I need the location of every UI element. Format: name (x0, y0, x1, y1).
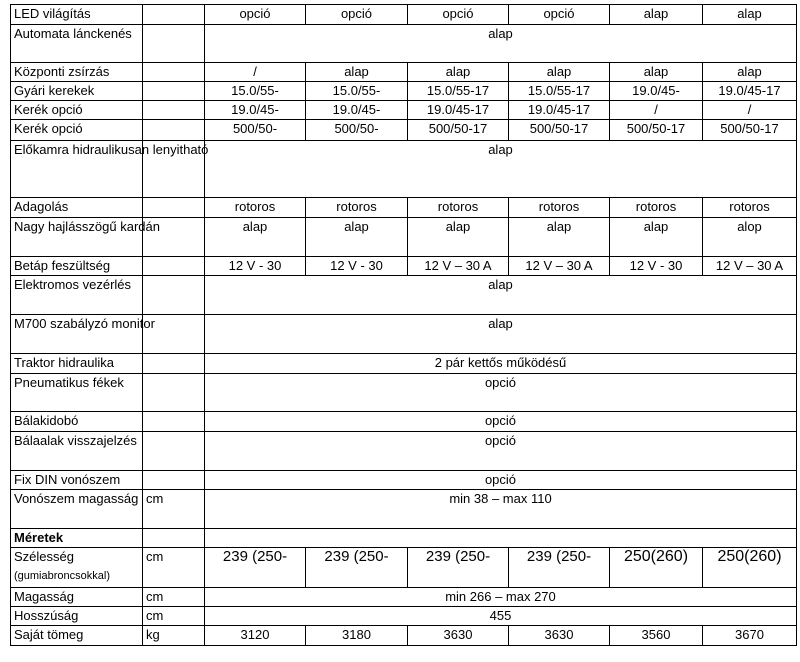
row-label-text: Elektromos vezérlés (14, 277, 132, 292)
value-cell: 19.0/45- (306, 101, 408, 120)
row-label-text: M700 szabályzó monitor (14, 316, 155, 331)
spec-table-body (11, 5, 797, 646)
value-cell: 15.0/55- (306, 82, 408, 101)
value-cell: opció (306, 5, 408, 25)
value-cell: 3630 (408, 626, 509, 646)
value-cell: opció (408, 5, 509, 25)
table-row (11, 529, 797, 548)
table-row (11, 218, 797, 257)
unit-cell (143, 101, 205, 120)
row-label (11, 257, 143, 276)
empty-cell (205, 529, 797, 548)
value-cell: opció (509, 5, 610, 25)
table-row (11, 412, 797, 432)
value-cell: 500/50-17 (408, 120, 509, 141)
table-row (11, 315, 797, 354)
value-cell: 15.0/55-17 (509, 82, 610, 101)
value-cell: 12 V - 30 (610, 257, 703, 276)
row-label-text: Szélesség (14, 549, 74, 564)
merged-value: 2 pár kettős működésű (205, 354, 797, 374)
row-label (11, 607, 143, 626)
row-label-text: Előkamra hidraulikusan lenyitható (14, 142, 209, 157)
value-cell: 239 (250- (205, 548, 306, 588)
value-cell: 500/50-17 (610, 120, 703, 141)
merged-value: min 38 – max 110 (205, 490, 797, 529)
merged-value: opció (205, 374, 797, 412)
value-cell: rotoros (408, 198, 509, 218)
value-cell: alap (610, 5, 703, 25)
unit-cell (143, 412, 205, 432)
value-cell: / (703, 101, 797, 120)
value-cell: alap (205, 218, 306, 257)
value-cell: 12 V - 30 (205, 257, 306, 276)
row-label-text: Magasság (14, 589, 74, 604)
table-row (11, 607, 797, 626)
unit-cell (143, 276, 205, 315)
value-cell: / (610, 101, 703, 120)
row-label-text: Hosszúság (14, 608, 79, 623)
value-cell: 239 (250- (408, 548, 509, 588)
unit-cell: cm (143, 490, 205, 529)
value-cell: 19.0/45-17 (408, 101, 509, 120)
unit-cell (143, 471, 205, 490)
table-row (11, 432, 797, 471)
row-label-text: Gyári kerekek (14, 83, 95, 98)
row-label-text: Traktor hidraulika (14, 355, 114, 370)
row-label (11, 432, 143, 471)
row-label (11, 490, 143, 529)
value-cell: alap (509, 218, 610, 257)
value-cell: 19.0/45- (610, 82, 703, 101)
value-cell: alap (703, 63, 797, 82)
value-cell: rotoros (205, 198, 306, 218)
value-cell: 3630 (509, 626, 610, 646)
value-cell: rotoros (610, 198, 703, 218)
value-cell: alap (306, 218, 408, 257)
merged-value: opció (205, 471, 797, 490)
row-label-text: Vonószem magasság (14, 491, 139, 506)
table-row (11, 5, 797, 25)
table-row (11, 490, 797, 529)
value-cell: alap (408, 218, 509, 257)
unit-cell (143, 82, 205, 101)
row-label (11, 374, 143, 412)
row-label (11, 412, 143, 432)
row-label-text: Adagolás (14, 199, 69, 214)
value-cell: 500/50-17 (703, 120, 797, 141)
value-cell: 12 V – 30 A (509, 257, 610, 276)
value-cell: alap (408, 63, 509, 82)
row-label (11, 82, 143, 101)
value-cell: alop (703, 218, 797, 257)
value-cell: rotoros (306, 198, 408, 218)
row-label-text: Fix DIN vonószem (14, 472, 121, 487)
value-cell: 3670 (703, 626, 797, 646)
row-label-text: Kerék opció (14, 121, 83, 136)
table-row (11, 374, 797, 412)
unit-cell (143, 354, 205, 374)
row-label-text: LED világítás (14, 6, 91, 21)
value-cell: 19.0/45-17 (703, 82, 797, 101)
row-label-text: Nagy hajlásszögű kardán (14, 219, 160, 234)
row-label-text: Központi zsírzás (14, 64, 110, 79)
value-cell: alap (610, 218, 703, 257)
value-cell: rotoros (703, 198, 797, 218)
table-row (11, 101, 797, 120)
value-cell: 239 (250- (509, 548, 610, 588)
value-cell: 12 V – 30 A (408, 257, 509, 276)
value-cell: alap (306, 63, 408, 82)
row-label (11, 198, 143, 218)
merged-value: alap (205, 276, 797, 315)
value-cell: / (205, 63, 306, 82)
unit-cell (143, 257, 205, 276)
row-label-text: Saját tömeg (14, 627, 84, 642)
merged-value: alap (205, 315, 797, 354)
value-cell: 3560 (610, 626, 703, 646)
value-cell: 500/50- (205, 120, 306, 141)
row-label (11, 548, 143, 588)
merged-value: opció (205, 432, 797, 471)
table-row (11, 257, 797, 276)
value-cell: 15.0/55- (205, 82, 306, 101)
value-cell: 250(260) (703, 548, 797, 588)
row-label-text: Bálakidobó (14, 413, 79, 428)
row-label-subtext: (gumiabroncsokkal) (14, 570, 110, 582)
row-label-text: Betáp feszültség (14, 258, 111, 273)
unit-cell (143, 120, 205, 141)
value-cell: 250(260) (610, 548, 703, 588)
row-label-text: Kerék opció (14, 102, 83, 117)
row-label-text: Méretek (14, 530, 64, 545)
row-label (11, 471, 143, 490)
value-cell: 12 V - 30 (306, 257, 408, 276)
table-row (11, 141, 797, 198)
table-row (11, 354, 797, 374)
value-cell: 3180 (306, 626, 408, 646)
value-cell: opció (205, 5, 306, 25)
unit-cell: cm (143, 588, 205, 607)
merged-value: alap (205, 25, 797, 63)
row-label-text: Automata lánckenés (14, 26, 132, 41)
unit-cell (143, 25, 205, 63)
unit-cell: kg (143, 626, 205, 646)
table-row (11, 25, 797, 63)
row-label (11, 626, 143, 646)
unit-cell (143, 5, 205, 25)
row-label (11, 218, 160, 257)
value-cell: 12 V – 30 A (703, 257, 797, 276)
unit-cell: cm (143, 548, 205, 588)
unit-cell (143, 374, 205, 412)
spec-table (10, 4, 797, 646)
table-row (11, 626, 797, 646)
unit-cell (143, 198, 205, 218)
table-row (11, 588, 797, 607)
row-label-text: Bálaalak visszajelzés (14, 433, 137, 448)
value-cell: 239 (250- (306, 548, 408, 588)
value-cell: alap (703, 5, 797, 25)
unit-cell (143, 529, 205, 548)
table-row (11, 276, 797, 315)
unit-cell (143, 432, 205, 471)
value-cell: 500/50- (306, 120, 408, 141)
row-label (11, 141, 209, 198)
value-cell: 19.0/45- (205, 101, 306, 120)
value-cell: 3120 (205, 626, 306, 646)
row-label (11, 276, 143, 315)
value-cell: rotoros (509, 198, 610, 218)
value-cell: 15.0/55-17 (408, 82, 509, 101)
row-label (11, 25, 143, 63)
row-label (11, 315, 155, 354)
value-cell: alap (509, 63, 610, 82)
table-row (11, 548, 797, 588)
merged-value: opció (205, 412, 797, 432)
table-row (11, 82, 797, 101)
merged-value: alap (205, 141, 797, 198)
merged-value: 455 (205, 607, 797, 626)
row-label (11, 5, 143, 25)
table-row (11, 120, 797, 141)
table-row (11, 63, 797, 82)
unit-cell: cm (143, 607, 205, 626)
row-label-text: Pneumatikus fékek (14, 375, 124, 390)
row-label (11, 354, 143, 374)
row-label (11, 63, 143, 82)
row-label (11, 588, 143, 607)
row-label (11, 120, 143, 141)
table-row (11, 471, 797, 490)
merged-value: min 266 – max 270 (205, 588, 797, 607)
value-cell: alap (610, 63, 703, 82)
unit-cell (143, 63, 205, 82)
table-row (11, 198, 797, 218)
value-cell: 500/50-17 (509, 120, 610, 141)
row-label (11, 101, 143, 120)
row-label (11, 529, 143, 548)
value-cell: 19.0/45-17 (509, 101, 610, 120)
